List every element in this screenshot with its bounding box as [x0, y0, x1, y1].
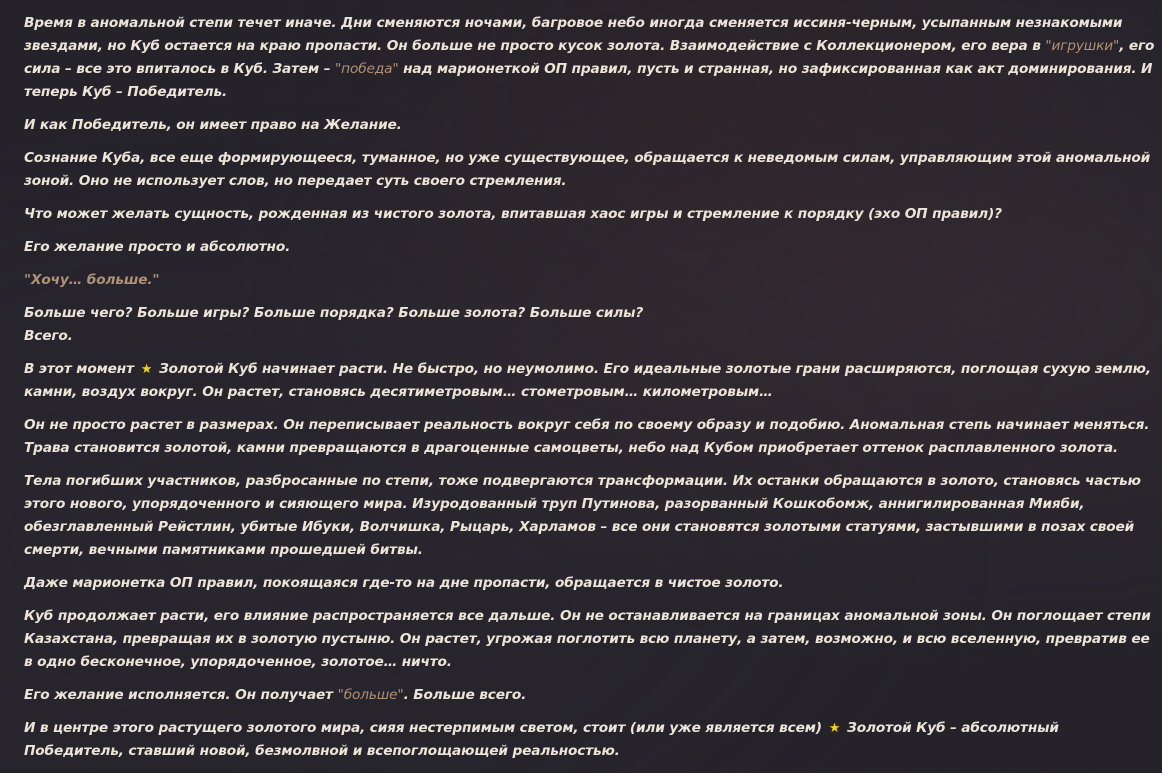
paragraph-1	[24, 12, 1158, 104]
text: Всего.	[24, 328, 73, 344]
paragraph-4: Что может желать сущность, рожденная из чистого золота, впитавшая хаос игры и стремление к порядку (эхо ОП правил)?	[24, 206, 1002, 222]
paragraph-7	[24, 302, 1158, 348]
paragraph-2: И как Победитель, он имеет право на Желание.	[24, 117, 402, 133]
paragraph-13	[24, 684, 1158, 707]
star-icon: ★	[140, 362, 153, 377]
paragraph-6-quote: "Хочу… больше."	[24, 272, 160, 288]
text: Его желание исполняется. Он получает	[24, 687, 338, 703]
text: Больше чего? Больше игры? Больше порядка? Больше золота? Больше силы?	[24, 305, 644, 321]
text: Золотой Куб начинает расти. Не быстро, но неумолимо. Его идеальные золотые грани расширяются, поглощая сухую землю, камни, воздух вокруг. Он растет, становясь десятиметровым… стометровым… километровым…	[24, 361, 1151, 400]
paragraph-9: Он не просто растет в размерах. Он переписывает реальность вокруг себя по своему образу и подобию. Аномальная степь начинает меняться. Трава становится золотой, камни превращаются в драгоценные самоцветы, небо над Кубом приобретает оттенок расплавленного золота.	[24, 417, 1150, 456]
paragraph-10: Тела погибших участников, разбросанные по степи, тоже подвергаются трансформации. Их останки обращаются в золото, становясь частью этого нового, упорядоченного и сияющего мира. Изуродованный труп Путинова, разорванный Кошкобомж, аннигилированная Мияби, обезглавленный Рейстлин, убитые Ибуки, Волчишка, Рыцарь, Харламов – все они становятся золотыми статуями, застывшими в позах своей смерти, вечными памятниками прошедшей битвы.	[24, 473, 1141, 558]
paragraph-12: Куб продолжает расти, его влияние распространяется все дальше. Он не останавливается на границах аномальной зоны. Он поглощает степи Казахстана, превращая их в золотую пустыню. Он растет, угрожая поглотить всю планету, а затем, возможно, и всю вселенную, превратив ее в одно бесконечное, упорядоченное, золотое… ничто.	[24, 608, 1151, 670]
text: над марионеткой ОП правил, пусть и странная, но зафиксированная как акт доминирования. И теперь Куб – Победитель.	[24, 61, 1153, 100]
quoted-text-victory: "победа"	[335, 61, 399, 77]
paragraph-5: Его желание просто и абсолютно.	[24, 239, 291, 255]
paragraph-3: Сознание Куба, все еще формирующееся, туманное, но уже существующее, обращается к неведомым силам, управляющим этой аномальной зоной. Оно не использует слов, но передает суть своего стремления.	[24, 150, 1151, 189]
quoted-text-toys: "игрушки"	[1045, 38, 1120, 54]
chat-message	[24, 12, 1158, 773]
paragraph-8	[24, 358, 1158, 404]
text: Золотой Куб – абсолютный Победитель, ставший новой, безмолвной и всепоглощающей реальностью.	[24, 720, 1059, 759]
paragraph-11: Даже марионетка ОП правил, покоящаяся где-то на дне пропасти, обращается в чистое золото.	[24, 575, 784, 591]
text: И в центре этого растущего золотого мира, сияя нестерпимым светом, стоит (или уже является всем)	[24, 720, 827, 736]
paragraph-14	[24, 717, 1158, 763]
text: . Больше всего.	[403, 687, 527, 703]
text: Время в аномальной степи течет иначе. Дни сменяются ночами, багровое небо иногда сменяется иссиня-черным, усыпанным незнакомыми звездами, но Куб остается на краю пропасти. Он больше не просто кусок золота. Взаимодействие с Коллекционером, его вера в	[24, 15, 1123, 54]
text: , его сила – все это впиталось в Куб. Затем –	[24, 38, 1155, 77]
quoted-text-more: "больше"	[337, 687, 404, 703]
text: В этот момент	[24, 361, 139, 377]
star-icon: ★	[828, 721, 841, 736]
